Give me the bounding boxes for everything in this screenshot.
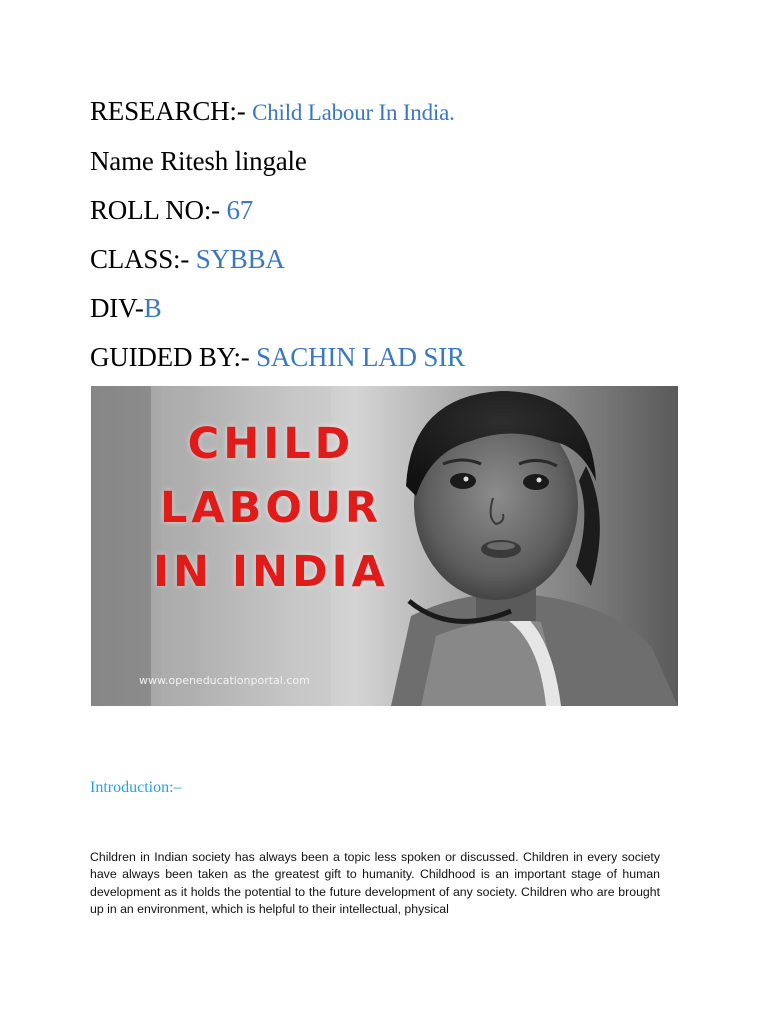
class-value: SYBBA (195, 244, 285, 274)
division-line (90, 291, 162, 325)
introduction-heading: Introduction:– (90, 779, 182, 796)
student-name-line (90, 144, 307, 178)
research-topic: Child Labour In India. (252, 100, 455, 125)
banner-title-line-3: IN INDIA (153, 547, 389, 597)
banner-title (91, 412, 451, 604)
roll-number-value: 67 (226, 195, 254, 225)
guided-by-label: GUIDED BY:- (90, 342, 257, 372)
class-line (90, 242, 285, 276)
research-label: RESEARCH:- (90, 96, 253, 126)
banner-title-line-1: CHILD (187, 419, 355, 469)
banner-title-line-2: LABOUR (159, 483, 383, 533)
child-labour-banner-image (91, 386, 678, 706)
division-value: B (143, 293, 162, 323)
roll-number-label: ROLL NO:- (90, 195, 227, 225)
banner-watermark-url: www.openeducationportal.com (139, 674, 310, 687)
research-line (90, 94, 455, 130)
guided-by-line (90, 340, 465, 374)
introduction-paragraph: Children in Indian society has always been a topic less spoken or discussed. Children in every society have always been taken as the greatest gift to humanity. Childhood is an important stage of human development as it holds the potential to the future development of any society. Children who are brought up in an environment, which is helpful to their intellectual, physical (90, 850, 660, 917)
division-label: DIV- (90, 293, 144, 323)
roll-number-line (90, 193, 253, 227)
class-label: CLASS:- (90, 244, 196, 274)
guided-by-value: SACHIN LAD SIR (256, 342, 465, 372)
student-name: Name Ritesh lingale (90, 146, 307, 176)
